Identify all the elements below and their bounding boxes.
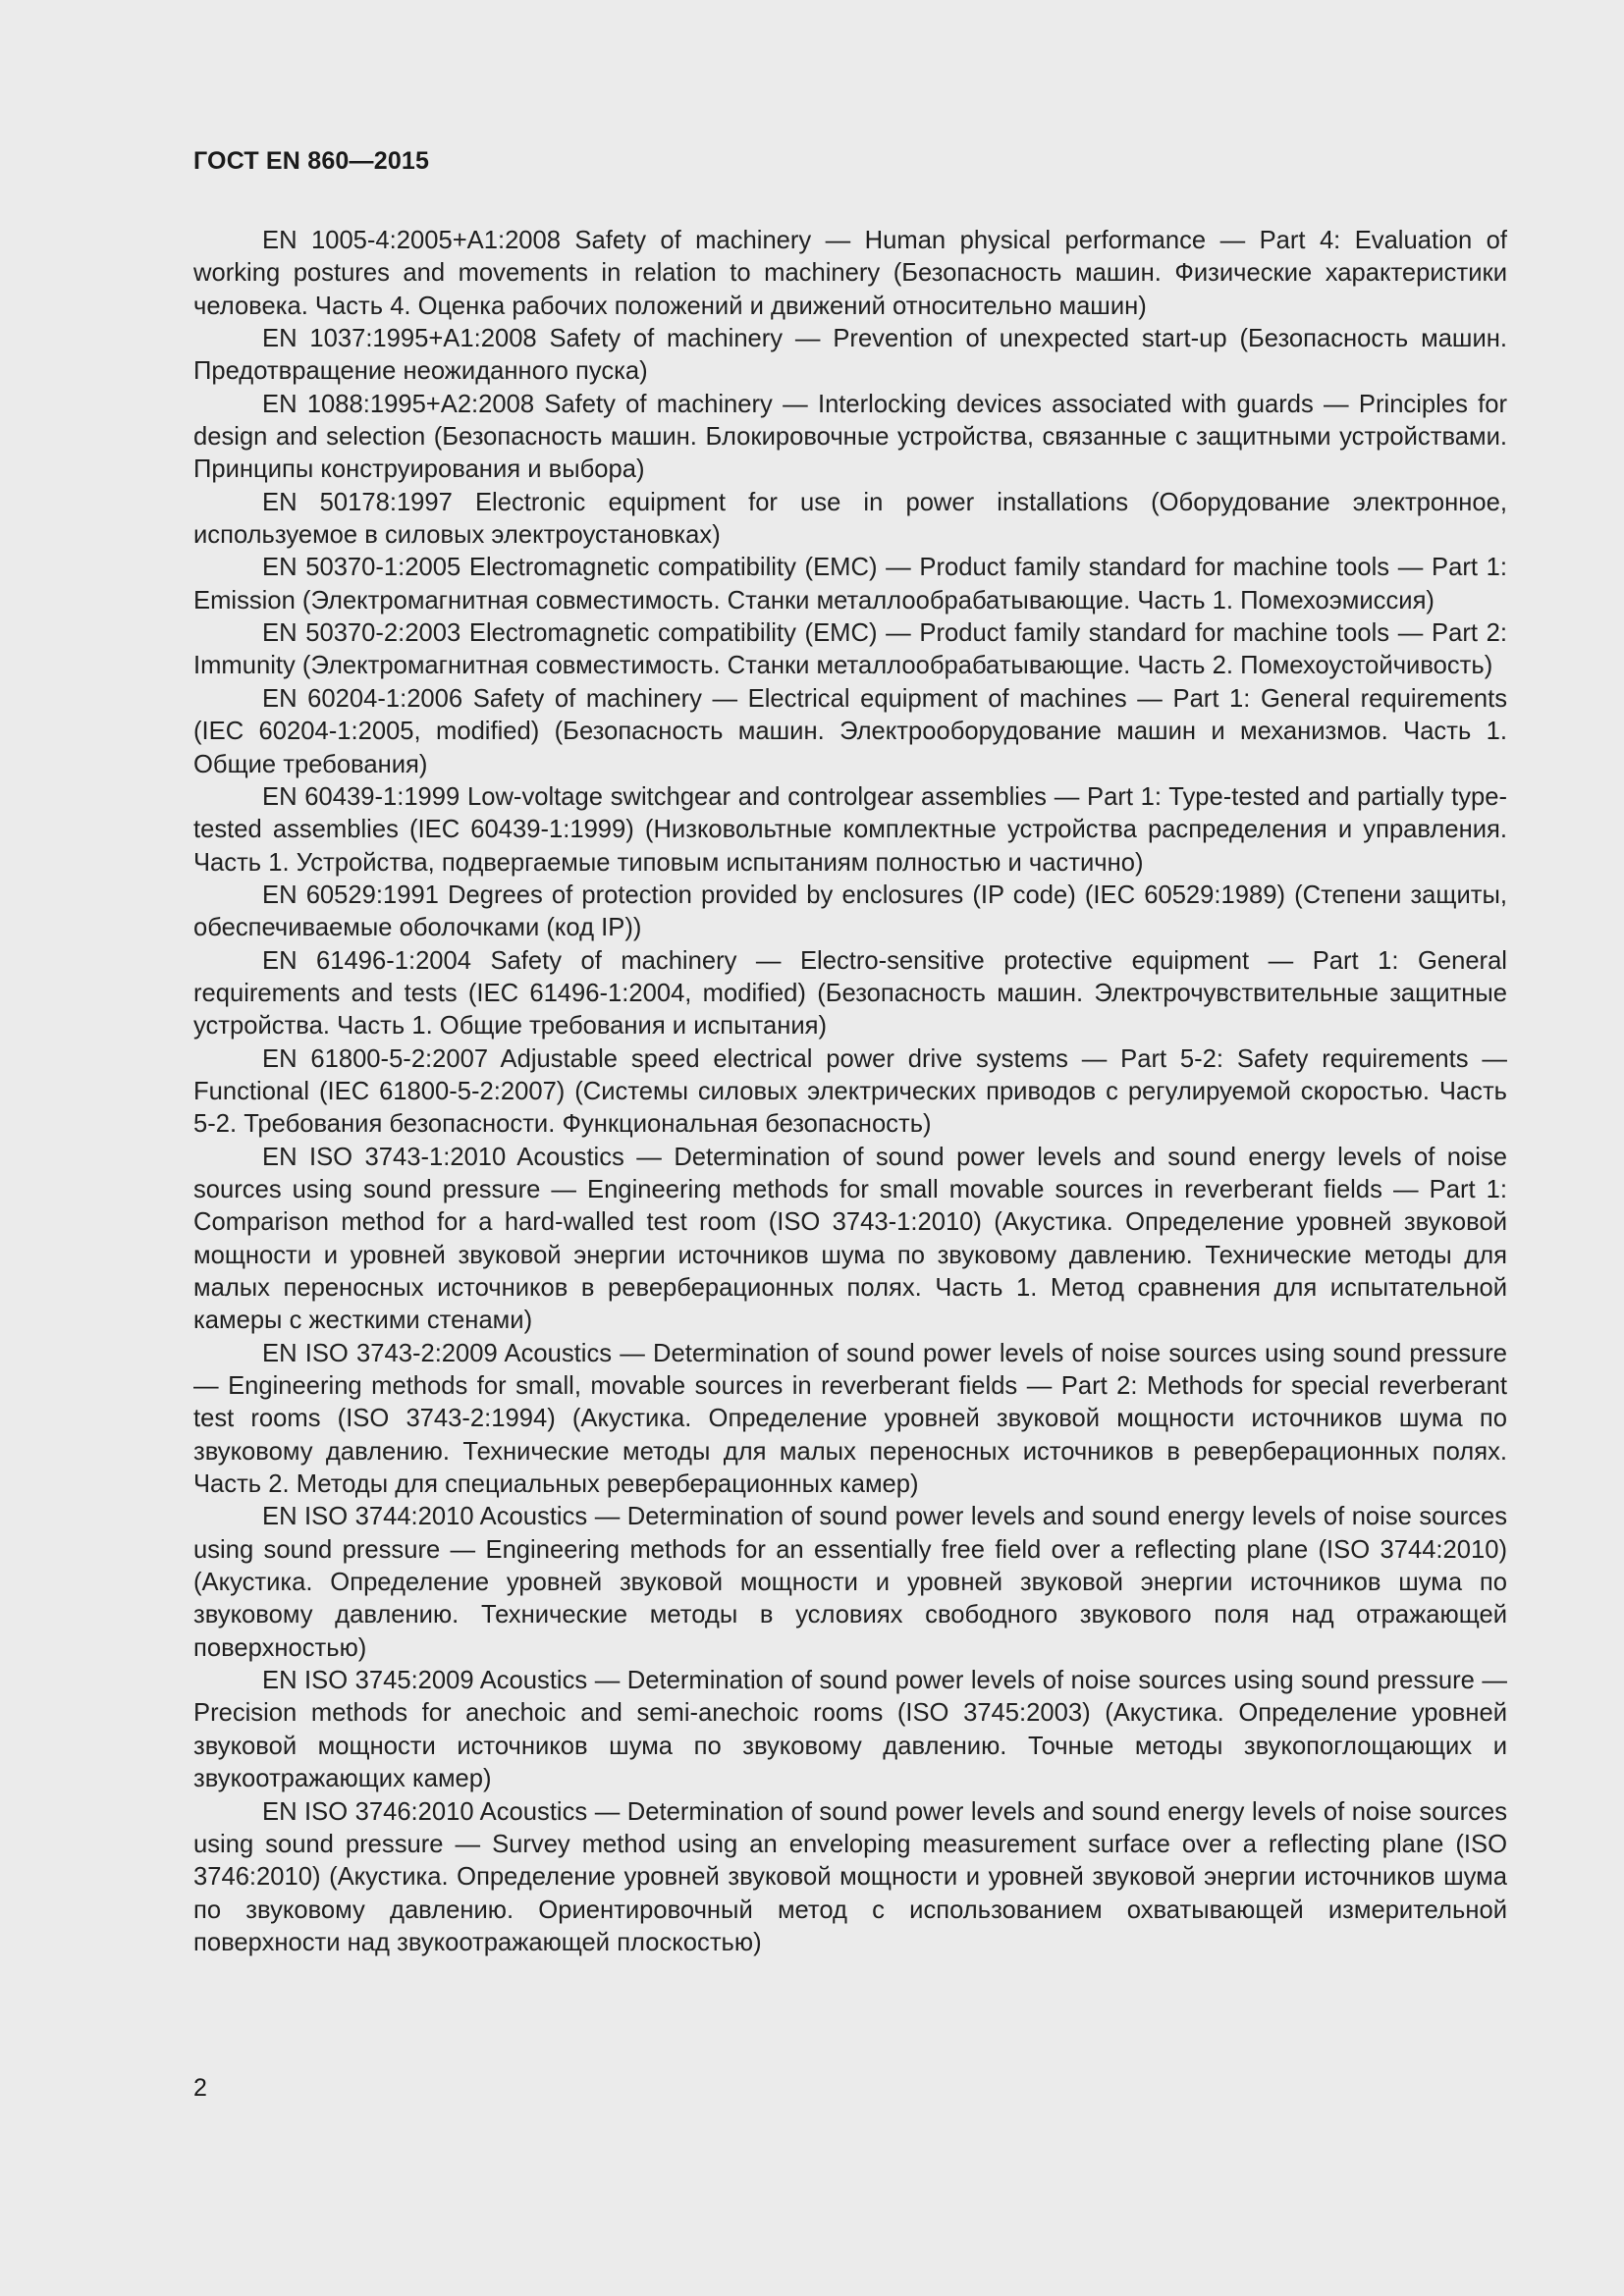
reference-en-iso-3744: EN ISO 3744:2010 Acoustics — Determination of sound power levels and sound energy levels of noise sources using sound pressure — Engineering methods for an essentially free field over a reflecting plane (ISO 3744:2010) (Акустика. Определение уровней звуковой мощности и уровней звуковой энергии источников шума по звуковому давлению. Технические методы в условиях свободного звукового поля над отражающей поверхностью): [193, 1503, 1507, 1662]
normative-references-list: [193, 225, 1507, 1959]
reference-en-1088: EN 1088:1995+A2:2008 Safety of machinery — Interlocking devices associated with guards — Principles for design and selection (Безопасность машин. Блокировочные устройства, связанные с защитными устройствами. Принципы конструирования и выбора): [193, 390, 1507, 484]
reference-en-60439-1: EN 60439-1:1999 Low-voltage switchgear and controlgear assemblies — Part 1: Type-tested and partially type-tested assemblies (IEC 60439-1:1999) (Низковольтные комплектные устройства распределения и управления. Часть 1. Устройства, подвергаемые типовым испытаниям полностью и частично): [193, 782, 1507, 877]
reference-en-50370-1: EN 50370-1:2005 Electromagnetic compatibility (EMC) — Product family standard for machine tools — Part 1: Emission (Электромагнитная совместимость. Станки металлообрабатывающие. Часть 1. Помехоэмиссия): [193, 554, 1507, 614]
reference-en-iso-3743-2: EN ISO 3743-2:2009 Acoustics — Determination of sound power levels of noise sources using sound pressure — Engineering methods for small, movable sources in reverberant fields — Part 2: Methods for special reverberant test rooms (ISO 3743-2:1994) (Акустика. Определение уровней звуковой мощности источников шума по звуковому давлению. Технические методы для малых переносных источников в реверберационных полях. Часть 2. Методы для специальных реверберационных камер): [193, 1339, 1507, 1499]
reference-en-61496-1: EN 61496-1:2004 Safety of machinery — Electro-sensitive protective equipment — Part 1: General requirements and tests (IEC 61496-1:2004, modified) (Безопасность машин. Электрочувствительные защитные устройства. Часть 1. Общие требования и испытания): [193, 946, 1507, 1041]
reference-en-1005-4: EN 1005-4:2005+A1:2008 Safety of machinery — Human physical performance — Part 4: Evaluation of working postures and movements in relation to machinery (Безопасность машин. Физические характеристики человека. Часть 4. Оценка рабочих положений и движений относительно машин): [193, 227, 1507, 320]
reference-en-iso-3746: EN ISO 3746:2010 Acoustics — Determination of sound power levels and sound energy levels of noise sources using sound pressure — Survey method using an enveloping measurement surface over a reflecting plane (ISO 3746:2010) (Акустика. Определение уровней звуковой мощности и уровней звуковой энергии источников шума по звуковому давлению. Ориентировочный метод с использованием охватывающей измерительной поверхности над звукоотражающей плоскостью): [193, 1797, 1507, 1956]
reference-en-1037: EN 1037:1995+A1:2008 Safety of machinery — Prevention of unexpected start-up (Безопасность машин. Предотвращение неожиданного пуска): [193, 325, 1507, 386]
document-header-title: ГОСТ EN 860—2015: [193, 147, 430, 175]
reference-en-61800-5-2: EN 61800-5-2:2007 Adjustable speed electrical power drive systems — Part 5-2: Safety requirements — Functional (IEC 61800-5-2:2007) (Системы силовых электрических приводов с регулируемой скоростью. Часть 5-2. Требования безопасности. Функциональная безопасность): [193, 1044, 1507, 1139]
reference-en-60529: EN 60529:1991 Degrees of protection provided by enclosures (IP code) (IEC 60529:1989) (Степени защиты, обеспечиваемые оболочками (код IP)): [193, 881, 1507, 942]
reference-en-60204-1: EN 60204-1:2006 Safety of machinery — Electrical equipment of machines — Part 1: General requirements (IEC 60204-1:2005, modified) (Безопасность машин. Электрооборудование машин и механизмов. Часть 1. Общие требования): [193, 684, 1507, 778]
reference-en-iso-3743-1: EN ISO 3743-1:2010 Acoustics — Determination of sound power levels and sound energy levels of noise sources using sound pressure — Engineering methods for small movable sources in reverberant fields — Part 1: Comparison method for a hard-walled test room (ISO 3743-1:2010) (Акустика. Определение уровней звуковой мощности и уровней звуковой энергии источников шума по звуковому давлению. Технические методы для малых переносных источников в реверберационных полях. Часть 1. Метод сравнения для испытательной камеры с жесткими стенами): [193, 1143, 1507, 1335]
page-number: 2: [193, 2074, 207, 2102]
reference-en-50370-2: EN 50370-2:2003 Electromagnetic compatibility (EMC) — Product family standard for machine tools — Part 2: Immunity (Электромагнитная совместимость. Станки металлообрабатывающие. Часть 2. Помехоустойчивость): [193, 619, 1507, 680]
reference-en-50178: EN 50178:1997 Electronic equipment for use in power installations (Оборудование электронное, используемое в силовых электроустановках): [193, 488, 1507, 550]
reference-en-iso-3745: EN ISO 3745:2009 Acoustics — Determination of sound power levels of noise sources using sound pressure — Precision methods for anechoic and semi-anechoic rooms (ISO 3745:2003) (Акустика. Определение уровней звуковой мощности источников шума по звуковому давлению. Точные методы звукопоглощающих и звукоотражающих камер): [193, 1667, 1507, 1793]
